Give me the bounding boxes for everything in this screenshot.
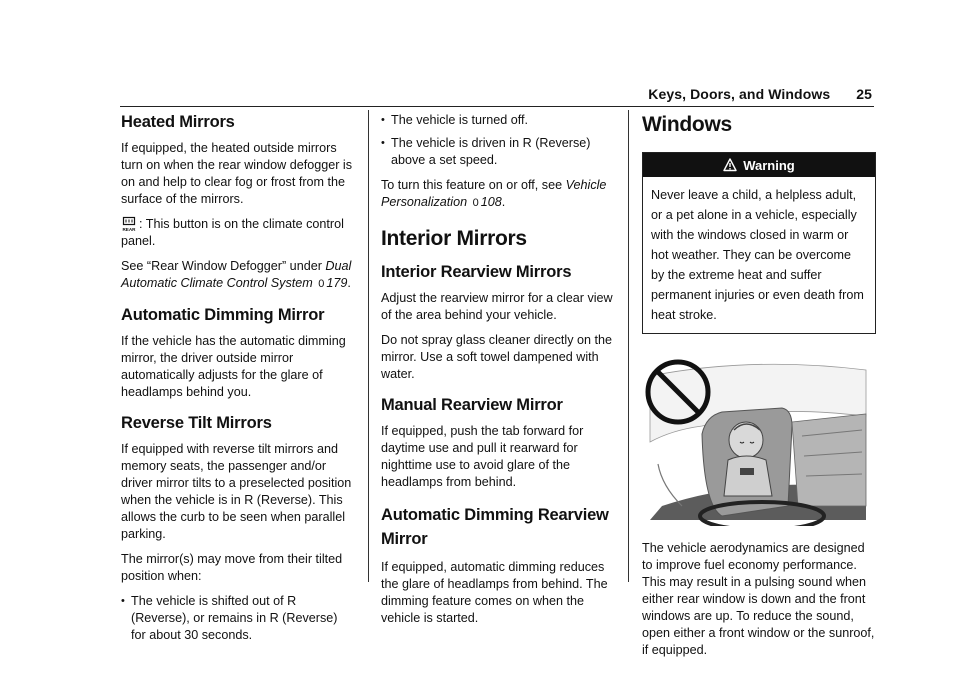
- list-item: [381, 135, 613, 169]
- paragraph: The vehicle aerodynamics are designed to improve fuel economy performance. This may result in a pulsing sound when either rear window is down and the front windows are up. To reduce the sound, open either a front window or the sunroof, if equipped.: [642, 541, 875, 657]
- warning-header: [643, 153, 875, 177]
- list-item: [381, 112, 613, 129]
- bullet-marker: •: [381, 114, 385, 126]
- heading-heated-mirrors: Heated Mirrors: [121, 113, 235, 131]
- column-divider: [368, 110, 369, 582]
- cross-reference-link[interactable]: Dual Automatic Climate Control System: [121, 259, 352, 290]
- list-item: [121, 593, 353, 644]
- paragraph: Adjust the rearview mirror for a clear view of the area behind your vehicle.: [381, 291, 613, 322]
- rear-defogger-icon: [121, 216, 137, 232]
- column-divider: [628, 110, 629, 582]
- paragraph-text: To turn this feature on or off, see: [381, 178, 566, 192]
- paragraph: [121, 216, 353, 250]
- heading-windows: Windows: [642, 113, 732, 136]
- paragraph: If equipped, push the tab forward for daytime use and pull it rearward for nighttime use to avoid glare of the headlamps from behind.: [381, 424, 584, 489]
- warning-box: [642, 152, 876, 334]
- column-2: [381, 112, 613, 627]
- page-ref-arrow: 0: [318, 278, 325, 290]
- paragraph: The mirror(s) may move from their tilted position when:: [121, 552, 343, 583]
- list-item-text: The vehicle is driven in R (Reverse) above a set speed.: [391, 136, 591, 167]
- header-rule: [120, 106, 874, 107]
- list-item-text: The vehicle is shifted out of R (Reverse), or remains in R (Reverse) for about 30 seconds.: [131, 594, 338, 642]
- page-ref-number[interactable]: 108: [480, 195, 502, 209]
- list-item-text: The vehicle is turned off.: [391, 113, 528, 127]
- paragraph-text: .: [501, 195, 506, 209]
- paragraph: Do not spray glass cleaner directly on the mirror. Use a soft towel dampened with water.: [381, 333, 613, 381]
- bullet-marker: •: [121, 595, 125, 607]
- paragraph: If equipped, the heated outside mirrors turn on when the rear window defogger is on and help to clear fog or frost from the surface of the mirrors.: [121, 141, 353, 206]
- column-1: [121, 112, 353, 644]
- page-ref-number[interactable]: 179: [326, 276, 348, 290]
- heading-reverse-tilt-mirrors: Reverse Tilt Mirrors: [121, 414, 272, 432]
- bullet-marker: •: [381, 137, 385, 149]
- paragraph-text: See “Rear Window Defogger” under: [121, 259, 326, 273]
- page-ref-arrow: 0: [472, 197, 479, 209]
- warning-icon: [723, 158, 737, 172]
- paragraph: [381, 177, 613, 212]
- paragraph: If equipped, automatic dimming reduces the glare of headlamps from behind. The dimming feature comes on when the vehicle is started.: [381, 560, 608, 625]
- paragraph: If the vehicle has the automatic dimming mirror, the driver outside mirror automatically adjusts for the glare of headlamps behind you.: [121, 334, 346, 399]
- paragraph: If equipped with reverse tilt mirrors and memory seats, the passenger and/or driver mirror tilts to a preselected position when the vehicle is in R (Reverse). This allows the curb to be seen when parallel parking.: [121, 442, 352, 541]
- rear-icon-label: REAR: [122, 227, 136, 232]
- cross-reference-link[interactable]: Vehicle Personalization: [381, 178, 607, 209]
- section-title: Keys, Doors, and Windows: [648, 86, 831, 102]
- heading-auto-dimming-rearview-mirror: Automatic Dimming Rearview Mirror: [381, 506, 609, 548]
- child-in-car-illustration: [642, 356, 876, 526]
- paragraph-text: .: [347, 276, 351, 290]
- page-number: 25: [856, 86, 872, 102]
- running-head: [648, 86, 872, 102]
- heading-manual-rearview-mirror: Manual Rearview Mirror: [381, 396, 563, 414]
- column-3: [642, 112, 876, 659]
- warning-text: Never leave a child, a helpless adult, or a pet alone in a vehicle, especially with the windows closed in warm or hot weather. They can be overcome by the extreme heat and suffer permanent injuries or even death from heat stroke.: [651, 188, 864, 322]
- heading-interior-rearview-mirrors: Interior Rearview Mirrors: [381, 263, 572, 281]
- heading-auto-dimming-mirror: Automatic Dimming Mirror: [121, 306, 325, 324]
- paragraph: [121, 258, 353, 293]
- heading-interior-mirrors: Interior Mirrors: [381, 227, 527, 250]
- paragraph-text: : This button is on the climate control panel.: [121, 217, 344, 248]
- warning-title: Warning: [743, 157, 795, 173]
